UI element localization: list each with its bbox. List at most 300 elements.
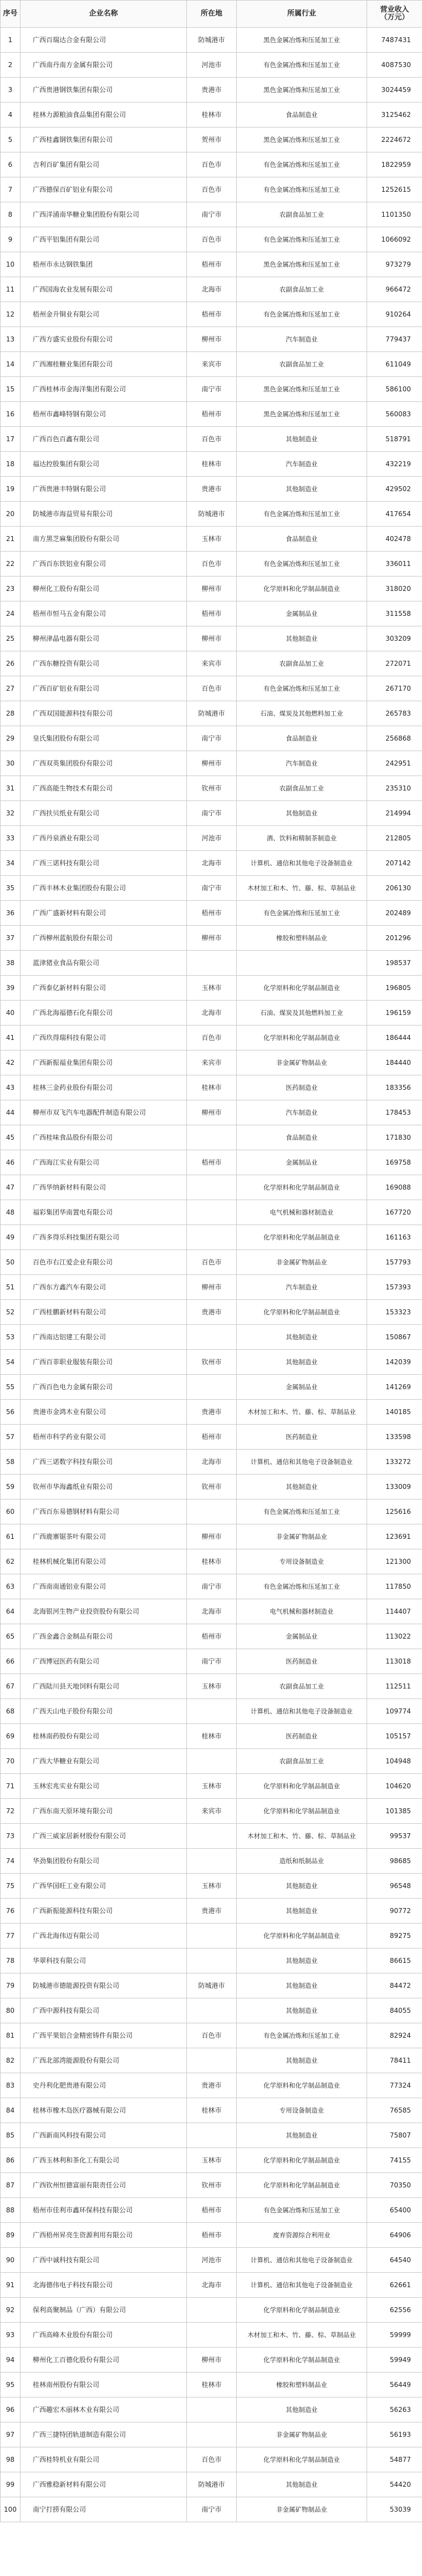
cell-revenue: 973279 [367,252,422,277]
cell-name: 广西雅稳新材料有限公司 [21,2472,187,2497]
cell-industry: 化学原料和化学制品制造业 [237,1774,367,1799]
cell-industry: 其他制造业 [237,2398,367,2422]
cell-industry: 汽车制造业 [237,327,367,352]
cell-city: 梧州市 [187,1150,237,1175]
table-row [1,2472,422,2497]
cell-revenue: 62661 [367,2273,422,2298]
cell-seq: 71 [1,1774,21,1799]
cell-name: 广西玉林利和茶化工有限公司 [21,2148,187,2173]
cell-revenue: 429502 [367,477,422,502]
table-row [1,377,422,402]
cell-name: 梧州市恒马五金有限公司 [21,601,187,626]
cell-seq: 6 [1,152,21,177]
cell-industry: 农副食品加工业 [237,352,367,377]
cell-name: 广西新南风科技有限公司 [21,2123,187,2148]
cell-name: 贵港市金鸿木业有限公司 [21,1400,187,1425]
cell-city [187,1948,237,1973]
cell-name: 南宁打捞有限公司 [21,2497,187,2522]
table-row [1,2373,422,2398]
table-row [1,901,422,926]
cell-industry: 有色金属冶炼和压延加工业 [237,227,367,252]
cell-revenue: 586100 [367,377,422,402]
cell-revenue: 56263 [367,2398,422,2422]
cell-industry: 食品制造业 [237,726,367,751]
cell-industry: 非金属矿物制品业 [237,1524,367,1549]
table-row [1,851,422,876]
cell-revenue: 272071 [367,651,422,676]
cell-city [187,2323,237,2348]
table-row [1,2023,422,2048]
header-city: 所在地 [187,1,237,28]
cell-seq: 33 [1,826,21,851]
cell-city [187,1749,237,1774]
cell-city: 梧州市 [187,901,237,926]
cell-seq: 28 [1,701,21,726]
cell-revenue: 169088 [367,1175,422,1200]
cell-revenue: 113022 [367,1624,422,1649]
table-row [1,1225,422,1250]
cell-industry: 计算机、通信和其他电子设备制造业 [237,2248,367,2273]
cell-industry: 金属制品业 [237,1624,367,1649]
cell-seq: 94 [1,2348,21,2373]
cell-city: 贺州市 [187,127,237,152]
cell-revenue: 202489 [367,901,422,926]
cell-name: 广西博冠医药有限公司 [21,1649,187,1674]
cell-seq: 27 [1,676,21,701]
cell-city: 梧州市 [187,1624,237,1649]
cell-industry: 非金属矿物制品业 [237,2497,367,2522]
cell-seq: 46 [1,1150,21,1175]
cell-revenue: 105157 [367,1724,422,1749]
cell-seq: 67 [1,1674,21,1699]
table-row [1,751,422,776]
cell-name: 广西陆川县天地饲料有限公司 [21,1674,187,1699]
cell-seq: 25 [1,626,21,651]
cell-revenue: 336011 [367,552,422,577]
table-row [1,302,422,327]
cell-name: 广西贵港钢铁集团有限公司 [21,78,187,103]
cell-seq: 36 [1,901,21,926]
cell-seq: 89 [1,2223,21,2248]
cell-city: 百色市 [187,2023,237,2048]
table-row [1,1849,422,1874]
header-revenue: 营业收入 （万元） [367,1,422,28]
table-row [1,1499,422,1524]
cell-seq: 81 [1,2023,21,2048]
cell-revenue: 133598 [367,1425,422,1450]
table-row [1,1150,422,1175]
table-row [1,527,422,552]
cell-industry: 其他制造业 [237,1973,367,1998]
cell-revenue: 104620 [367,1774,422,1799]
cell-industry: 计算机、通信和其他电子设备制造业 [237,851,367,876]
cell-seq: 78 [1,1948,21,1973]
cell-name: 广西百菲职业服装有限公司 [21,1350,187,1375]
cell-city: 防城港市 [187,2472,237,2497]
cell-name: 吉利百矿集团有限公司 [21,152,187,177]
cell-revenue: 611049 [367,352,422,377]
cell-name: 广西百瑞达合金有限公司 [21,28,187,53]
cell-industry: 其他制造业 [237,626,367,651]
header-industry: 所属行业 [237,1,367,28]
cell-name: 广西鹿寨锯茶叶有限公司 [21,1524,187,1549]
cell-industry: 计算机、通信和其他电子设备制造业 [237,1450,367,1475]
table-row [1,327,422,352]
cell-revenue: 518791 [367,427,422,452]
cell-industry: 有色金属冶炼和压延加工业 [237,1499,367,1524]
cell-industry: 其他制造业 [237,1948,367,1973]
cell-name: 防城港市德能源投资有限公司 [21,1973,187,1998]
cell-industry: 有色金属冶炼和压延加工业 [237,302,367,327]
cell-city: 桂林市 [187,1549,237,1574]
cell-industry: 化学原料和化学制品制造业 [237,2298,367,2323]
cell-industry: 酒、饮料和精制茶制造业 [237,826,367,851]
cell-name: 广西海江实业有限公司 [21,1150,187,1175]
cell-seq: 26 [1,651,21,676]
cell-revenue: 121300 [367,1549,422,1574]
cell-seq: 23 [1,577,21,601]
cell-city: 贵港市 [187,2073,237,2098]
table-row [1,2198,422,2223]
cell-industry: 食品制造业 [237,1125,367,1150]
cell-name: 广西百东易德钢材料有限公司 [21,1499,187,1524]
cell-seq: 49 [1,1225,21,1250]
cell-industry: 医药制造业 [237,1724,367,1749]
cell-revenue: 90772 [367,1899,422,1924]
table-row [1,2298,422,2323]
cell-industry: 有色金属冶炼和压延加工业 [237,152,367,177]
table-row [1,1824,422,1849]
cell-industry: 石油、煤炭及其他燃料加工业 [237,701,367,726]
table-row [1,2447,422,2472]
cell-industry: 金属制品业 [237,1150,367,1175]
cell-industry: 有色金属冶炼和压延加工业 [237,2198,367,2223]
cell-seq: 22 [1,552,21,577]
cell-revenue: 117850 [367,1574,422,1599]
table-row [1,2422,422,2447]
cell-industry: 化学原料和化学制品制造业 [237,976,367,1001]
cell-seq: 85 [1,2123,21,2148]
cell-seq: 37 [1,926,21,951]
cell-industry: 计算机、通信和其他电子设备制造业 [237,2273,367,2298]
cell-seq: 20 [1,502,21,527]
cell-industry: 黑色金属冶炼和压延加工业 [237,28,367,53]
cell-industry: 黑色金属冶炼和压延加工业 [237,402,367,427]
cell-name: 南方黑芝麻集团股份有限公司 [21,527,187,552]
cell-revenue: 214994 [367,801,422,826]
cell-city [187,2398,237,2422]
cell-seq: 4 [1,103,21,127]
table-row [1,1400,422,1425]
cell-revenue: 70350 [367,2173,422,2198]
cell-industry: 汽车制造业 [237,1275,367,1300]
cell-city: 桂林市 [187,1075,237,1100]
cell-revenue: 123691 [367,1524,422,1549]
cell-name: 保利高聚制品（广西）有限公司 [21,2298,187,2323]
cell-revenue: 64906 [367,2223,422,2248]
cell-revenue: 311558 [367,601,422,626]
cell-city: 柳州市 [187,1275,237,1300]
cell-seq: 42 [1,1050,21,1075]
table-row [1,1450,422,1475]
cell-revenue: 114407 [367,1599,422,1624]
cell-name: 皇氏集团股份有限公司 [21,726,187,751]
cell-name: 广西平果铝合金精密铸件有限公司 [21,2023,187,2048]
cell-seq: 100 [1,2497,21,2522]
table-row [1,53,422,78]
cell-industry: 农副食品加工业 [237,1674,367,1699]
cell-city: 北海市 [187,1001,237,1026]
cell-seq: 16 [1,402,21,427]
cell-name: 广西贵港丰特钢有限公司 [21,477,187,502]
cell-city: 柳州市 [187,926,237,951]
cell-revenue: 89275 [367,1924,422,1948]
cell-revenue: 256868 [367,726,422,751]
table-row [1,2073,422,2098]
cell-revenue: 142039 [367,1350,422,1375]
table-row [1,1300,422,1325]
cell-name: 柳州化工百德化股份有限公司 [21,2348,187,2373]
cell-name: 广西北部湾能源股份有限公司 [21,2048,187,2073]
cell-seq: 59 [1,1475,21,1499]
cell-revenue: 84472 [367,1973,422,1998]
table-row [1,577,422,601]
cell-seq: 40 [1,1001,21,1026]
table-row [1,103,422,127]
table-row [1,676,422,701]
cell-name: 广西华国旺工业有限公司 [21,1874,187,1899]
cell-revenue: 140185 [367,1400,422,1425]
cell-industry: 非金属矿物制品业 [237,2422,367,2447]
table-row [1,477,422,502]
cell-seq: 24 [1,601,21,626]
cell-city [187,1849,237,1874]
cell-name: 广西中诚科技有限公司 [21,2248,187,2273]
cell-name: 广西百色百鑫有限公司 [21,427,187,452]
cell-industry: 其他制造业 [237,2472,367,2497]
table-row [1,2048,422,2073]
cell-city: 来宾市 [187,352,237,377]
cell-revenue: 113018 [367,1649,422,1674]
cell-name: 广西德保百矿铝业有限公司 [21,177,187,202]
cell-city: 梧州市 [187,2223,237,2248]
cell-industry: 其他制造业 [237,427,367,452]
cell-name: 北海德伟电子科技有限公司 [21,2273,187,2298]
cell-city: 桂林市 [187,452,237,477]
cell-seq: 56 [1,1400,21,1425]
cell-industry: 黑色金属冶炼和压延加工业 [237,377,367,402]
cell-industry: 化学原料和化学制品制造业 [237,1175,367,1200]
cell-city: 百色市 [187,152,237,177]
cell-seq: 35 [1,876,21,901]
cell-name: 广西桂林市金海洋集团有限公司 [21,377,187,402]
cell-industry: 食品制造业 [237,527,367,552]
cell-seq: 91 [1,2273,21,2298]
cell-city: 北海市 [187,1450,237,1475]
cell-revenue: 65400 [367,2198,422,2223]
cell-industry: 有色金属冶炼和压延加工业 [237,502,367,527]
cell-industry: 化学原料和化学制品制造业 [237,577,367,601]
cell-revenue: 101385 [367,1799,422,1824]
cell-name: 广西北海伟迈有限公司 [21,1924,187,1948]
cell-industry: 专用设备制造业 [237,2098,367,2123]
cell-industry: 化学原料和化学制品制造业 [237,1924,367,1948]
cell-seq: 90 [1,2248,21,2273]
cell-name: 百色市右江爱企业有限公司 [21,1250,187,1275]
cell-name: 广西多得乐科技集团有限公司 [21,1225,187,1250]
cell-seq: 29 [1,726,21,751]
cell-industry: 农副食品加工业 [237,202,367,227]
cell-seq: 19 [1,477,21,502]
cell-revenue: 910264 [367,302,422,327]
cell-city: 桂林市 [187,2098,237,2123]
cell-revenue: 141269 [367,1375,422,1400]
cell-name: 梧州市永达钢铁集团 [21,252,187,277]
cell-seq: 45 [1,1125,21,1150]
table-row [1,502,422,527]
cell-industry: 其他制造业 [237,801,367,826]
cell-city: 百色市 [187,552,237,577]
cell-revenue: 1822959 [367,152,422,177]
cell-industry: 有色金属冶炼和压延加工业 [237,552,367,577]
cell-seq: 48 [1,1200,21,1225]
cell-seq: 32 [1,801,21,826]
cell-city: 南宁市 [187,726,237,751]
cell-seq: 65 [1,1624,21,1649]
cell-name: 广西百东铁铝业有限公司 [21,552,187,577]
cell-industry [237,951,367,976]
cell-seq: 66 [1,1649,21,1674]
table-row [1,1799,422,1824]
cell-revenue: 98685 [367,1849,422,1874]
cell-seq: 8 [1,202,21,227]
cell-industry: 其他制造业 [237,1899,367,1924]
cell-city: 钦州市 [187,1475,237,1499]
table-row [1,1325,422,1350]
cell-city: 贵港市 [187,1899,237,1924]
cell-industry: 化学原料和化学制品制造业 [237,1799,367,1824]
cell-seq: 21 [1,527,21,552]
cell-city [187,1998,237,2023]
cell-name: 广西方盛实业股份有限公司 [21,327,187,352]
cell-city: 防城港市 [187,1973,237,1998]
header-row [1,1,422,28]
cell-name: 广西百矿铝业有限公司 [21,676,187,701]
cell-seq: 58 [1,1450,21,1475]
cell-city: 柳州市 [187,2348,237,2373]
cell-city [187,2123,237,2148]
cell-name: 玉林宏兆实业有限公司 [21,1774,187,1799]
cell-city: 玉林市 [187,1774,237,1799]
cell-industry: 其他制造业 [237,2123,367,2148]
cell-revenue: 167720 [367,1200,422,1225]
table-row [1,1549,422,1574]
cell-industry: 废弃资源综合利用业 [237,2223,367,2248]
cell-revenue: 76585 [367,2098,422,2123]
table-row [1,1375,422,1400]
cell-revenue: 267170 [367,676,422,701]
table-row [1,78,422,103]
cell-industry: 黑色金属冶炼和压延加工业 [237,252,367,277]
cell-revenue: 318020 [367,577,422,601]
cell-city: 柳州市 [187,327,237,352]
cell-industry: 木材加工和木、竹、藤、棕、草制品业 [237,876,367,901]
cell-city: 贵港市 [187,1300,237,1325]
cell-city [187,1699,237,1724]
cell-industry: 有色金属冶炼和压延加工业 [237,676,367,701]
cell-city [187,1325,237,1350]
cell-industry: 化学原料和化学制品制造业 [237,2348,367,2373]
cell-name: 广西华纳新材料有限公司 [21,1175,187,1200]
table-row [1,1774,422,1799]
table-row [1,2223,422,2248]
cell-revenue: 417654 [367,502,422,527]
cell-industry: 金属制品业 [237,1375,367,1400]
cell-revenue: 104948 [367,1749,422,1774]
cell-name: 广西钦州恒德富丽有限责任公司 [21,2173,187,2198]
cell-revenue: 432219 [367,452,422,477]
cell-name: 广西三诺科技有限公司 [21,851,187,876]
cell-revenue: 59949 [367,2348,422,2373]
table-row [1,2323,422,2348]
cell-city: 梧州市 [187,601,237,626]
cell-name: 福达控股集团有限公司 [21,452,187,477]
cell-seq: 44 [1,1100,21,1125]
table-row [1,626,422,651]
cell-seq: 75 [1,1874,21,1899]
cell-seq: 72 [1,1799,21,1824]
cell-city [187,2298,237,2323]
cell-seq: 18 [1,452,21,477]
cell-name: 广西桂鹏新材料有限公司 [21,1300,187,1325]
table-row [1,1050,422,1075]
cell-seq: 15 [1,377,21,402]
cell-city: 来宾市 [187,1799,237,1824]
cell-name: 广西双英集团股份有限公司 [21,751,187,776]
table-row [1,1874,422,1899]
cell-industry: 专用设备制造业 [237,1549,367,1574]
cell-seq: 73 [1,1824,21,1849]
cell-name: 广西百色电力金属有限公司 [21,1375,187,1400]
cell-city: 南宁市 [187,1574,237,1599]
cell-city: 南宁市 [187,801,237,826]
table-row [1,1175,422,1200]
cell-name: 广西桂味食品股份有限公司 [21,1125,187,1150]
cell-city: 百色市 [187,227,237,252]
cell-city [187,1125,237,1150]
table-row [1,352,422,377]
cell-seq: 83 [1,2073,21,2098]
cell-industry: 电气机械和器材制造业 [237,1599,367,1624]
cell-revenue: 74155 [367,2148,422,2173]
table-row [1,1524,422,1549]
cell-industry: 非金属矿物制品业 [237,1050,367,1075]
cell-industry: 其他制造业 [237,1350,367,1375]
cell-revenue: 1252615 [367,177,422,202]
table-row [1,2148,422,2173]
cell-industry: 有色金属冶炼和压延加工业 [237,2023,367,2048]
cell-city: 百色市 [187,2447,237,2472]
cell-seq: 64 [1,1599,21,1624]
cell-seq: 87 [1,2173,21,2198]
cell-revenue: 54420 [367,2472,422,2497]
cell-city: 桂林市 [187,2373,237,2398]
table-row [1,1574,422,1599]
cell-industry: 化学原料和化学制品制造业 [237,2073,367,2098]
cell-revenue: 235310 [367,776,422,801]
cell-city: 贵港市 [187,78,237,103]
table-row [1,252,422,277]
